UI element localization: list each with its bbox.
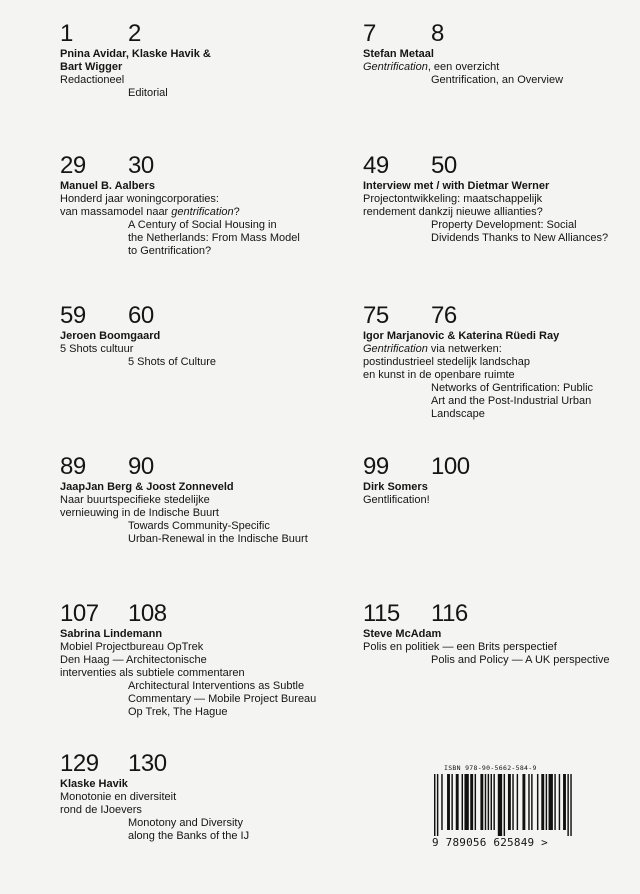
toc-entry [363, 302, 631, 421]
author-name: JaapJan Berg & Joost Zonneveld [60, 481, 234, 493]
text-segment: ? [233, 206, 240, 218]
text-segment: Den Haag — Architectonische [60, 654, 207, 666]
page-numbers [60, 20, 328, 48]
barcode-bar [464, 774, 468, 830]
author-name: Jeroen Boomgaard [60, 330, 161, 342]
text-segment: Landscape [431, 408, 485, 420]
page-number-english: 108 [128, 600, 167, 627]
author-name: Sabrina Lindemann [60, 628, 163, 640]
italic-term: gentrification [171, 206, 234, 218]
author-name: Interview met / with Dietmar Werner [363, 180, 550, 192]
dutch-title [60, 494, 328, 507]
barcode-bar [491, 774, 492, 830]
english-title [60, 693, 328, 706]
toc-entry [363, 20, 631, 87]
page-numbers [60, 750, 328, 778]
page-number-english: 30 [128, 152, 154, 179]
dutch-title [363, 61, 631, 74]
page-number-dutch: 49 [363, 152, 389, 179]
isbn-label: ISBN 978-90-5662-584-9 [444, 764, 537, 772]
page-number-english: 90 [128, 453, 154, 480]
page-number-dutch: 29 [60, 152, 86, 179]
page-number-dutch: 75 [363, 302, 389, 329]
italic-term: Gentrification [363, 61, 428, 73]
english-title [60, 356, 328, 369]
text-segment: along the Banks of the IJ [128, 830, 250, 842]
page-number-english: 8 [431, 20, 444, 47]
text-segment: van massamodel naar [60, 206, 172, 218]
barcode-bar [570, 774, 571, 836]
page-number-dutch: 99 [363, 453, 389, 480]
page-number-dutch: 115 [363, 600, 400, 627]
dutch-title [60, 507, 328, 520]
page-numbers [60, 152, 328, 180]
toc-entry [363, 453, 631, 507]
author-name: Igor Marjanovic & Katerina Rüedi Ray [363, 330, 560, 342]
barcode-bar [488, 774, 489, 830]
barcode-bar [493, 774, 494, 830]
ean-digits: 9 789056 625849 > [432, 836, 548, 849]
barcode-bar [559, 774, 560, 830]
english-title [60, 533, 328, 546]
barcode-bar [508, 774, 511, 830]
page-numbers [363, 453, 631, 481]
dutch-title [60, 343, 328, 356]
barcode-bar [531, 774, 532, 830]
text-segment: Urban-Renewal in the Indische Buurt [128, 533, 308, 545]
text-segment: Redactioneel [60, 74, 125, 86]
english-title [363, 232, 631, 245]
isbn-barcode [432, 764, 612, 856]
english-title [60, 817, 328, 830]
toc-entry [363, 600, 631, 667]
toc-entry [60, 152, 328, 258]
page-number-dutch: 107 [60, 600, 99, 627]
page-number-english: 50 [431, 152, 457, 179]
text-segment: rond de IJoevers [60, 804, 142, 816]
english-title [60, 706, 328, 719]
author-name: Manuel B. Aalbers [60, 180, 155, 192]
page-numbers [363, 302, 631, 330]
text-segment: via netwerken: [427, 343, 502, 355]
barcode-bar [567, 774, 568, 836]
text-segment: vernieuwing in de Indische Buurt [60, 507, 219, 519]
text-segment: Polis and Policy — A UK perspective [431, 654, 610, 666]
text-segment: Mobiel Projectbureau OpTrek [60, 641, 204, 653]
italic-term: Gentrification [363, 343, 428, 355]
barcode-bar [541, 774, 544, 830]
page-numbers [363, 20, 631, 48]
barcode-bar [522, 774, 525, 830]
barcode-bar [451, 774, 452, 830]
barcode-bar [528, 774, 529, 830]
dutch-title [60, 791, 328, 804]
barcode-bar [504, 774, 505, 836]
dutch-title [363, 369, 631, 382]
text-segment: Editorial [128, 87, 168, 99]
page-number-english: 100 [431, 453, 470, 480]
text-segment: Commentary — Mobile Project Bureau [128, 693, 317, 705]
english-title [363, 395, 631, 408]
english-title [60, 219, 328, 232]
barcode-bar [554, 774, 555, 830]
text-segment: Monotonie en diversiteit [60, 791, 177, 803]
text-segment: to Gentrification? [128, 245, 212, 257]
page-numbers [363, 600, 631, 628]
dutch-title [60, 667, 328, 680]
page-number-dutch: 59 [60, 302, 86, 329]
text-segment: 5 Shots of Culture [128, 356, 217, 368]
page-numbers [60, 453, 328, 481]
text-segment: Towards Community-Specific [128, 520, 270, 532]
page-number-dutch: 129 [60, 750, 99, 777]
barcode-bar [462, 774, 463, 830]
text-segment: the Netherlands: From Mass Model [128, 232, 300, 244]
barcode-bar [456, 774, 459, 830]
text-segment: postindustrieel stedelijk landschap [363, 356, 530, 368]
barcode-bar [447, 774, 450, 830]
dutch-title [363, 343, 631, 356]
author-name: Pnina Avidar, Klaske Havik & [60, 48, 211, 60]
dutch-title [60, 74, 328, 87]
text-segment: A Century of Social Housing in [128, 219, 277, 231]
english-title [363, 382, 631, 395]
text-segment: Naar buurtspecifieke stedelijke [60, 494, 210, 506]
text-segment: Gentrification, an Overview [431, 74, 564, 86]
author-name: Dirk Somers [363, 481, 428, 493]
author-name: Stefan Metaal [363, 48, 434, 60]
text-segment: Polis en politiek — een Brits perspectief [363, 641, 557, 653]
text-segment: interventies als subtiele commentaren [60, 667, 245, 679]
barcode-bar [437, 774, 438, 836]
english-title [363, 408, 631, 421]
english-title [60, 232, 328, 245]
barcode-bar [563, 774, 566, 830]
dutch-title [60, 804, 328, 817]
text-segment: Projectontwikkeling: maatschappelijk [363, 193, 543, 205]
text-segment: en kunst in de openbare ruimte [363, 369, 515, 381]
dutch-title [363, 193, 631, 206]
toc-entry [60, 750, 328, 843]
barcode-bar [470, 774, 473, 830]
barcode-bar [434, 774, 435, 836]
toc-entry [363, 152, 631, 245]
text-segment: rendement dankzij nieuwe allianties? [363, 206, 543, 218]
text-segment: Networks of Gentrification: Public [431, 382, 594, 394]
page-number-english: 60 [128, 302, 154, 329]
page-number-dutch: 1 [60, 20, 73, 47]
barcode-bar [441, 774, 442, 830]
barcode-bar [475, 774, 476, 830]
barcode-bar [537, 774, 538, 830]
dutch-title [60, 206, 328, 219]
english-title [363, 654, 631, 667]
dutch-title [363, 641, 631, 654]
english-title [363, 74, 631, 87]
toc-entry [60, 600, 328, 719]
page-number-dutch: 7 [363, 20, 376, 47]
barcode-bar [512, 774, 513, 830]
text-segment: 5 Shots cultuur [60, 343, 134, 355]
toc-entry [60, 453, 328, 546]
dutch-title [60, 193, 328, 206]
dutch-title [60, 654, 328, 667]
page-numbers [363, 152, 631, 180]
page-number-english: 130 [128, 750, 167, 777]
dutch-title [363, 206, 631, 219]
english-title [363, 219, 631, 232]
dutch-title [60, 641, 328, 654]
text-segment: Architectural Interventions as Subtle [128, 680, 305, 692]
author-name: Steve McAdam [363, 628, 442, 640]
barcode-bar [480, 774, 483, 830]
barcode-bar [485, 774, 486, 830]
page-number-english: 76 [431, 302, 457, 329]
toc-entry [60, 20, 328, 100]
page-number-english: 116 [431, 600, 468, 627]
text-segment: Monotony and Diversity [128, 817, 243, 829]
text-segment: Honderd jaar woningcorporaties: [60, 193, 219, 205]
page-number-dutch: 89 [60, 453, 86, 480]
barcode-bar [549, 774, 553, 830]
english-title [60, 830, 328, 843]
english-title [60, 245, 328, 258]
text-segment: , een overzicht [427, 61, 500, 73]
text-segment: Art and the Post-Industrial Urban [431, 395, 592, 407]
english-title [60, 680, 328, 693]
barcode-bar [517, 774, 518, 830]
toc-entry [60, 302, 328, 369]
page-numbers [60, 302, 328, 330]
page-number-english: 2 [128, 20, 141, 47]
english-title [60, 87, 328, 100]
barcode-bar [546, 774, 547, 830]
page-numbers [60, 600, 328, 628]
english-title [60, 520, 328, 533]
text-segment: Property Development: Social [431, 219, 577, 231]
text-segment: Dividends Thanks to New Alliances? [431, 232, 609, 244]
text-segment: Gentlification! [363, 494, 430, 506]
author-name: Klaske Havik [60, 778, 128, 790]
text-segment: Op Trek, The Hague [128, 706, 228, 718]
dutch-title [363, 494, 631, 507]
barcode-icon [432, 774, 582, 836]
dutch-title [363, 356, 631, 369]
barcode-bar [498, 774, 502, 836]
author-name: Bart Wigger [60, 61, 123, 73]
